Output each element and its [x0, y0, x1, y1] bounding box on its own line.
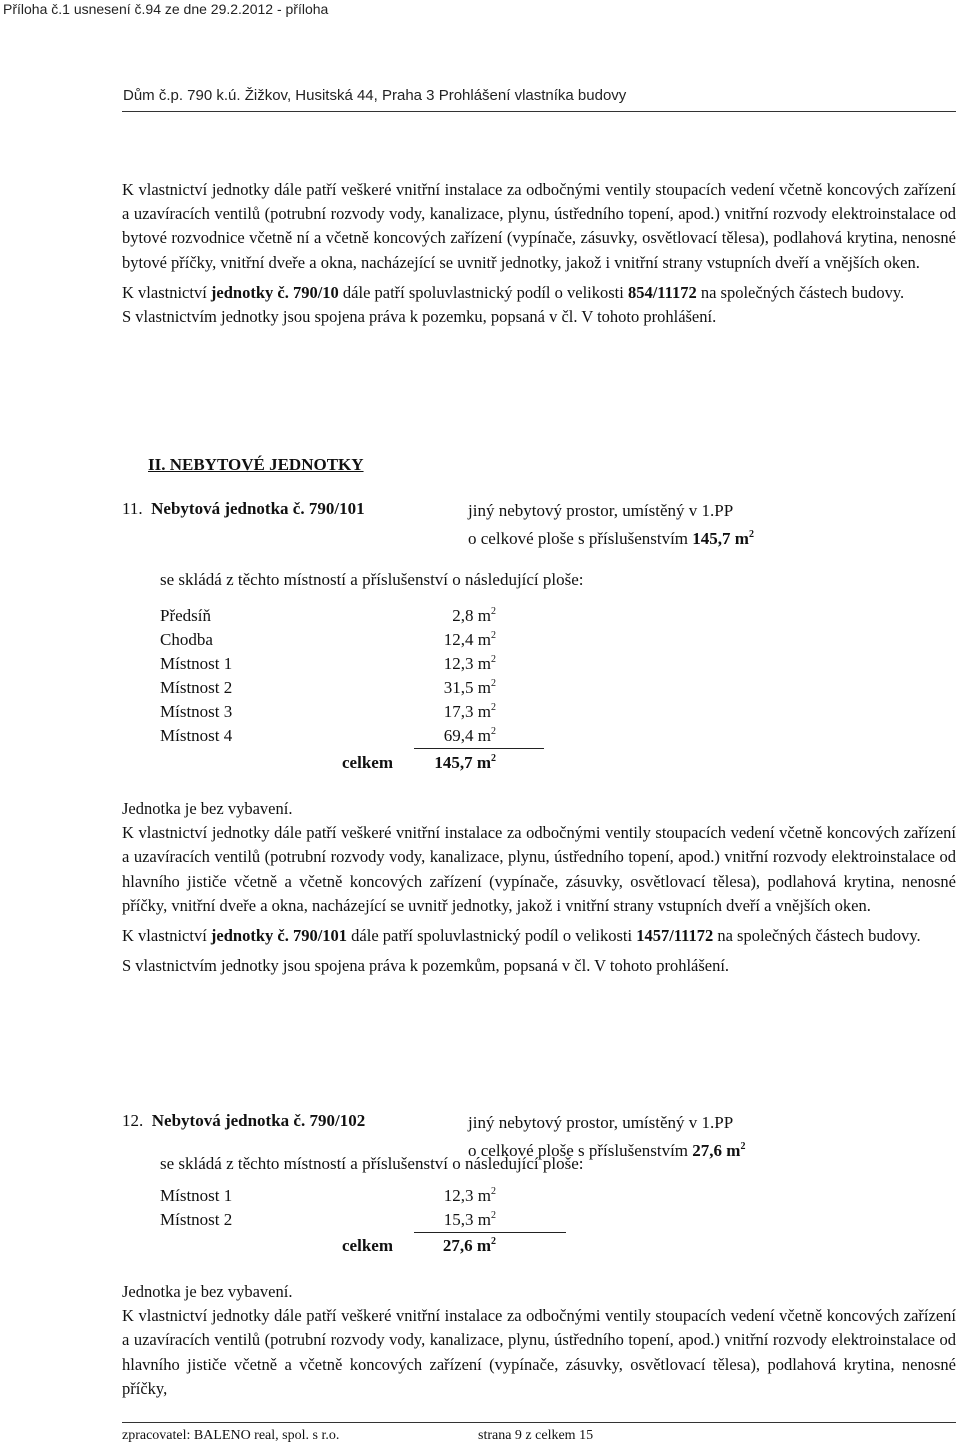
unit-type-line: jiný nebytový prostor, umístěný v 1.PP	[468, 501, 734, 520]
room-area: 2,8 $m^2$	[452, 606, 496, 625]
equipment-note: Jednotka je bez vybavení.	[122, 799, 293, 818]
installations-paragraph: K vlastnictví jednotky dále patří veškeré vnitřní instalace za odbočnými ventily stoupacích vedení včetně koncových zařízení a uzavíracích ventilů (potrubní rozvody vody, kanalizace, plynu, ústředního topení, apod.) vnitřní rozvody elektroinstalace od hlavního jističe včetně a včetně koncových zařízení (vypínače, zásuvky, osvětlovací tělesa), podlahová krytina, nenosné příčky,	[122, 1306, 956, 1398]
unit-number: jednotky č. 790/10	[210, 282, 339, 302]
unit-number-label: 12.	[122, 1111, 144, 1130]
room-name: Chodba	[160, 630, 213, 649]
share-fraction: 1457/11172	[636, 926, 714, 946]
footer-page-number: strana 9 z celkem 15	[478, 1428, 594, 1443]
unit-area-line: o celkové ploše s příslušenstvím 27,6 $m^2$	[468, 1141, 746, 1160]
section-title: II. NEBYTOVÉ JEDNOTKY	[148, 455, 364, 474]
room-name: Místnost 2	[160, 1210, 233, 1229]
unit-12-text	[122, 1280, 956, 1401]
room-area: 15,3 $m^2$	[443, 1210, 496, 1229]
intro-block	[122, 178, 956, 329]
installations-paragraph: K vlastnictví jednotky dále patří veškeré vnitřní instalace za odbočnými ventily stoupacích vedení včetně koncových zařízení a uzavíracích ventilů (potrubní rozvody vody, kanalizace, plynu, ústředního topení, apod.) vnitřní rozvody elektroinstalace od hlavního jističe včetně a včetně koncových zařízení (vypínače, zásuvky, osvětlovací tělesa), podlahová krytina, nenosné příčky, vnitřní dveře a okna, nacházející se uvnitř jednotky, jakož i vnitřní strany vstupních dveří a vnějších oken.	[122, 823, 956, 915]
equipment-note: Jednotka je bez vybavení.	[122, 1282, 293, 1301]
share-paragraph: K vlastnictví jednotky č. 790/101 dále patří spoluvlastnický podíl o velikosti 1457/11172 na společných částech budovy.	[122, 926, 921, 946]
unit-11-heading	[122, 499, 365, 519]
room-name: Místnost 1	[160, 1186, 233, 1205]
total-label: celkem	[342, 753, 393, 772]
unit-12-heading	[122, 1111, 365, 1131]
room-area: 12,4 $m^2$	[443, 630, 496, 649]
total-label: celkem	[342, 1236, 393, 1255]
sum-rule	[414, 748, 544, 749]
land-rights-paragraph: S vlastnictvím jednotky jsou spojena práva k pozemkům, popsaná v čl. V tohoto prohlášení.	[122, 956, 730, 976]
room-area: 12,3 $m^2$	[443, 1186, 496, 1205]
room-area: 17,3 $m^2$	[443, 702, 496, 721]
intro-paragraph-land-rights: S vlastnictvím jednotky jsou spojena práva k pozemku, popsaná v čl. V tohoto prohlášení.	[122, 307, 717, 327]
unit-number-label: 11.	[122, 499, 143, 518]
unit-area-line: o celkové ploše s příslušenstvím 145,7 $m^2$	[468, 529, 754, 548]
room-name: Místnost 4	[160, 726, 233, 745]
unit-11-rooms-intro: se skládá z těchto místností a příslušenství o následující ploše:	[160, 570, 584, 589]
unit-number: jednotky č. 790/101	[210, 926, 348, 946]
room-area: 31,5 $m^2$	[443, 678, 496, 697]
total-area: 27,6 $m^2$	[442, 1236, 496, 1255]
room-area: 69,4 $m^2$	[443, 726, 496, 745]
share-fraction: 854/11172	[627, 282, 697, 302]
room-name: Předsíň	[160, 606, 211, 625]
room-area: 12,3 $m^2$	[443, 654, 496, 673]
room-name: Místnost 3	[160, 702, 233, 721]
unit-title: Nebytová jednotka č. 790/102	[151, 1111, 366, 1130]
unit-12-rooms-intro: se skládá z těchto místností a příslušenství o následující ploše:	[160, 1154, 584, 1173]
intro-paragraph-share: K vlastnictví jednotky č. 790/10 dále patří spoluvlastnický podíl o velikosti 854/11172 na společných částech budovy.	[122, 282, 905, 302]
unit-title: Nebytová jednotka č. 790/101	[151, 499, 365, 518]
footer-rule	[122, 1422, 956, 1423]
document-header: Dům č.p. 790 k.ú. Žižkov, Husitská 44, Praha 3 Prohlášení vlastníka budovy	[123, 87, 627, 104]
header-rule	[122, 111, 956, 112]
unit-11-text	[122, 797, 956, 978]
attachment-note: Příloha č.1 usnesení č.94 ze dne 29.2.2012 - příloha	[3, 1, 329, 17]
unit-type-line: jiný nebytový prostor, umístěný v 1.PP	[468, 1113, 734, 1132]
total-area: 145,7 $m^2$	[434, 753, 496, 772]
footer-processor: zpracovatel: BALENO real, spol. s r.o.	[122, 1428, 340, 1443]
intro-paragraph-installations: K vlastnictví jednotky dále patří veškeré vnitřní instalace za odbočnými ventily stoupacích vedení včetně koncových zařízení a uzavíracích ventilů (potrubní rozvody vody, kanalizace, plynu, ústředního topení, apod.) vnitřní rozvody elektroinstalace od bytové rozvodnice včetně ní a včetně koncových zařízení (vypínače, zásuvky, osvětlovací tělesa), podlahová krytina, nenosné bytové příčky, vnitřní dveře a okna, nacházející se uvnitř jednotky, jakož i vnitřní strany vstupních dveří a vnějších oken.	[122, 180, 956, 272]
sum-rule	[414, 1232, 566, 1233]
unit-11-description	[468, 499, 754, 551]
room-name: Místnost 2	[160, 678, 233, 697]
room-name: Místnost 1	[160, 654, 233, 673]
